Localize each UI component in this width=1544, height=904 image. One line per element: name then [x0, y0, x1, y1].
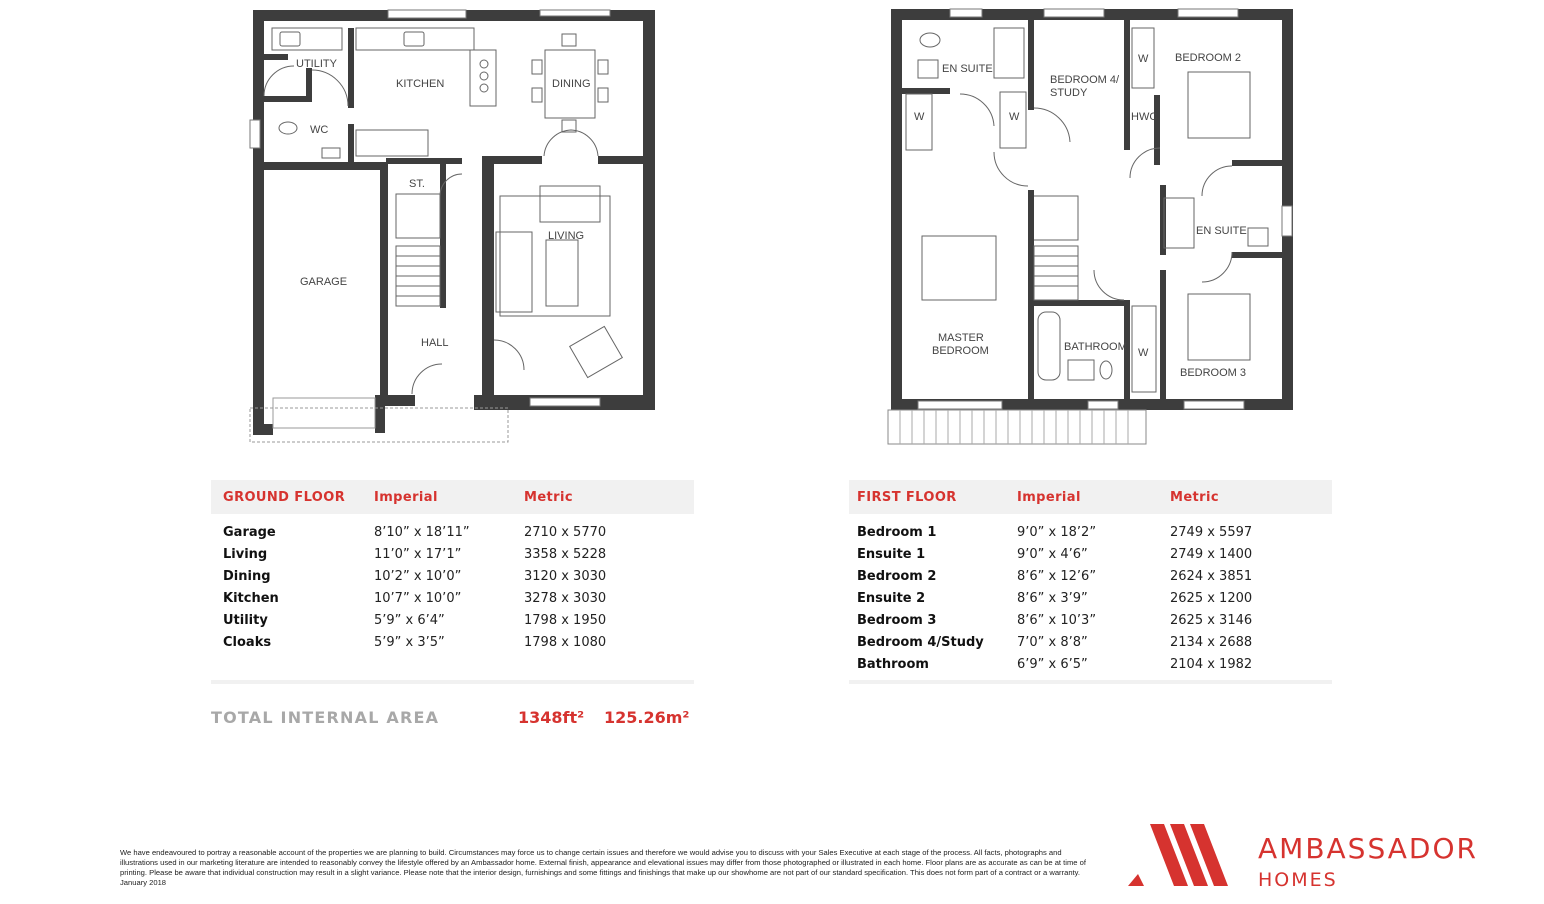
table-row — [211, 629, 694, 651]
imperial-value: 5’9” x 3’5” — [374, 635, 445, 650]
total-area-sqft: 1348ft² — [518, 708, 585, 727]
table-row — [849, 541, 1332, 563]
room-name: Bedroom 1 — [857, 525, 937, 540]
metric-value: 2710 x 5770 — [524, 525, 607, 540]
table-title: GROUND FLOOR — [223, 490, 346, 505]
room-bathroom: BATHROOM — [1064, 341, 1127, 353]
first-floor-table — [849, 480, 1332, 673]
metric-value: 2625 x 1200 — [1170, 591, 1253, 606]
room-kitchen: KITCHEN — [396, 78, 445, 90]
table-row — [849, 585, 1332, 607]
ground-floor-table — [211, 480, 694, 651]
table-row — [849, 651, 1332, 673]
room-bedroom-2: BEDROOM 2 — [1175, 52, 1242, 64]
metric-value: 1798 x 1080 — [524, 635, 607, 650]
table-row — [849, 629, 1332, 651]
room-utility: UTILITY — [296, 58, 337, 70]
first-floor-drawing — [880, 0, 1300, 450]
column-imperial: Imperial — [1017, 490, 1081, 505]
table-row — [211, 585, 694, 607]
column-metric: Metric — [524, 490, 573, 505]
table-header — [211, 480, 694, 514]
ambassador-logo-icon — [1124, 822, 1244, 892]
room-dining: DINING — [552, 78, 591, 90]
first-floor-plan — [880, 0, 1300, 455]
table-row — [211, 563, 694, 585]
wardrobe-label: W — [914, 111, 925, 123]
room-name: Bathroom — [857, 657, 929, 672]
room-name: Cloaks — [223, 635, 272, 650]
metric-value: 2134 x 2688 — [1170, 635, 1253, 650]
imperial-value: 9’0” x 18’2” — [1017, 525, 1097, 540]
table-row — [849, 607, 1332, 629]
metric-value: 2104 x 1982 — [1170, 657, 1253, 672]
room-hwc: HWC — [1131, 111, 1158, 123]
room-name: Garage — [223, 525, 276, 540]
ground-floor-plan — [240, 0, 670, 455]
room-name: Utility — [223, 613, 268, 628]
metric-value: 3278 x 3030 — [524, 591, 607, 606]
table-header — [849, 480, 1332, 514]
total-area-label: TOTAL INTERNAL AREA — [211, 708, 440, 727]
imperial-value: 11’0” x 17’1” — [374, 547, 462, 562]
wardrobe-label: W — [1138, 53, 1149, 65]
brand-subtitle: HOMES — [1258, 869, 1338, 891]
room-name: Dining — [223, 569, 271, 584]
room-en-suite-1: EN SUITE — [942, 63, 993, 75]
metric-value: 3120 x 3030 — [524, 569, 607, 584]
imperial-value: 9’0” x 4’6” — [1017, 547, 1088, 562]
room-master-line2: BEDROOM — [932, 345, 989, 357]
imperial-value: 5’9” x 6’4” — [374, 613, 445, 628]
metric-value: 3358 x 5228 — [524, 547, 607, 562]
room-bedroom-3: BEDROOM 3 — [1180, 367, 1247, 379]
room-en-suite-2: EN SUITE — [1196, 225, 1247, 237]
wardrobe-label: W — [1138, 347, 1149, 359]
imperial-value: 8’10” x 18’11” — [374, 525, 470, 540]
table-row — [211, 519, 694, 541]
table-divider — [849, 680, 1332, 684]
metric-value: 1798 x 1950 — [524, 613, 607, 628]
metric-value: 2624 x 3851 — [1170, 569, 1253, 584]
imperial-value: 8’6” x 10’3” — [1017, 613, 1097, 628]
table-row — [849, 563, 1332, 585]
room-name: Bedroom 3 — [857, 613, 937, 628]
room-bedroom-4-line1: BEDROOM 4/ — [1050, 74, 1120, 86]
room-store: ST. — [409, 178, 425, 190]
column-metric: Metric — [1170, 490, 1219, 505]
imperial-value: 10’2” x 10’0” — [374, 569, 462, 584]
room-living: LIVING — [548, 230, 585, 242]
room-name: Ensuite 1 — [857, 547, 926, 562]
table-row — [211, 541, 694, 563]
table-row — [849, 519, 1332, 541]
disclaimer-text: We have endeavoured to portray a reasonable account of the properties we are planning to build. Circumstances may force us to change certain issues and therefore we would advise you to discuss with your Sales Executive at each stage of the process. All facts, photographs and illustrations used in our marketing literature are intended to reasonably convey the lifestyle offered by an Ambassador home. External finish, appearance and elevational issues may differ from those photographed or illustrated in each home. Floor plans are as accurate as can be at time of printing. Please be aware that individual construction may result in a slight variance. Please note that the interior design, furnishings and some fittings and finishings that make up our showhome are not part of our standard specification. This does not form part of a contract or a warranty. January 2018 — [120, 848, 1086, 887]
total-area-sqm: 125.26m² — [604, 708, 690, 727]
table-row — [211, 607, 694, 629]
room-name: Kitchen — [223, 591, 279, 606]
wardrobe-label: W — [1009, 111, 1020, 123]
room-name: Bedroom 2 — [857, 569, 937, 584]
ground-floor-drawing — [240, 0, 670, 450]
room-master-line1: MASTER — [938, 332, 984, 344]
metric-value: 2625 x 3146 — [1170, 613, 1253, 628]
table-divider — [211, 680, 694, 684]
imperial-value: 6’9” x 6’5” — [1017, 657, 1088, 672]
imperial-value: 8’6” x 3’9” — [1017, 591, 1088, 606]
brand-name: AMBASSADOR — [1258, 832, 1478, 865]
room-garage: GARAGE — [300, 276, 348, 288]
room-name: Bedroom 4/Study — [857, 635, 984, 650]
column-imperial: Imperial — [374, 490, 438, 505]
room-name: Living — [223, 547, 268, 562]
room-hall: HALL — [421, 337, 449, 349]
imperial-value: 7’0” x 8’8” — [1017, 635, 1088, 650]
metric-value: 2749 x 5597 — [1170, 525, 1253, 540]
room-wc: WC — [310, 124, 329, 136]
room-name: Ensuite 2 — [857, 591, 926, 606]
room-bedroom-4-line2: STUDY — [1050, 87, 1088, 99]
table-title: FIRST FLOOR — [857, 490, 957, 505]
imperial-value: 8’6” x 12’6” — [1017, 569, 1097, 584]
imperial-value: 10’7” x 10’0” — [374, 591, 462, 606]
metric-value: 2749 x 1400 — [1170, 547, 1253, 562]
